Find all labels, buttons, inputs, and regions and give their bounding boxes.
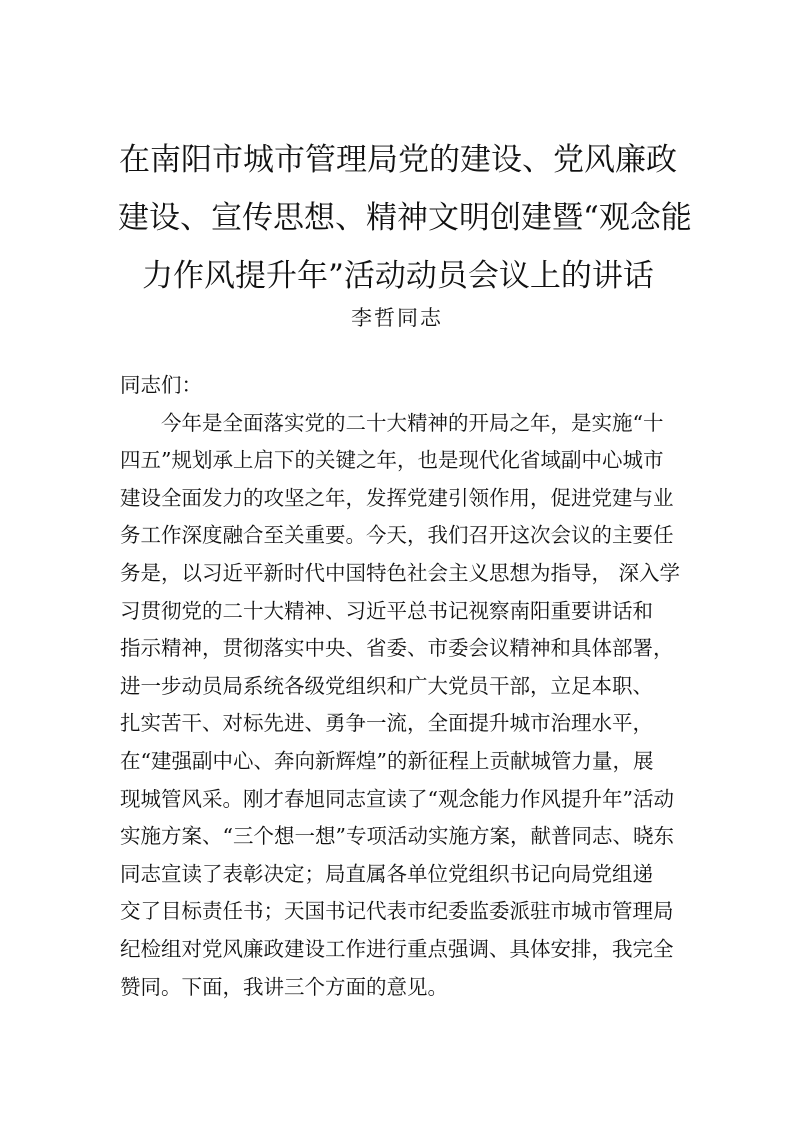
paragraph-line: 扎实苦干、对标先进、勇争一流，全面提升城市治理水平， [120,711,653,736]
paragraph-line: 务工作深度融合至关重要。今天，我们召开这次会议的主要任 [120,523,674,548]
paragraph-line: 在“建强副中心、奔向新辉煌”的新征程上贡献城管力量，展 [120,748,654,773]
paragraph-line: 四五”规划承上启下的关键之年，也是现代化省域副中心城市 [120,448,664,473]
document-title [118,131,692,305]
paragraph-line: 今年是全面落实党的二十大精神的开局之年，是实施“十 [161,410,664,435]
title-line-3: 力作风提升年”活动动员会议上的讲话 [142,258,654,294]
paragraph-line: 习贯彻党的二十大精神、习近平总书记视察南阳重要讲话和 [120,598,653,623]
paragraph-line: 同志宣读了表彰决定；局直属各单位党组织书记向局党组递 [120,861,653,886]
paragraph-line: 指示精神，贯彻落实中央、省委、市委会议精神和具体部署， [120,636,674,661]
paragraph-line: 进一步动员局系统各级党组织和广大党员干部，立足本职、 [120,673,653,698]
paragraph-line: 现城管风采。刚才春旭同志宣读了“观念能力作风提升年”活动 [120,786,674,811]
paragraph-line: 建设全面发力的攻坚之年，发挥党建引领作用，促进党建与业 [120,485,674,510]
paragraph-line: 赞同。下面，我讲三个方面的意见。 [120,974,448,999]
paragraph-line: 务是，以习近平新时代中国特色社会主义思想为指导， 深入学 [120,560,681,585]
salutation: 同志们： [120,373,202,397]
title-line-2: 建设、宣传思想、精神文明创建暨“观念能 [118,200,692,236]
paragraph-line: 交了目标责任书；天国书记代表市纪委监委派驻市城市管理局 [120,899,674,924]
paragraph-line: 实施方案、“三个想一想”专项活动实施方案，献普同志、晓东 [120,824,674,849]
speech-body [120,367,688,1006]
paragraph-line: 纪检组对党风廉政建设工作进行重点强调、具体安排，我完全 [120,936,674,961]
title-line-1: 在南阳市城市管理局党的建设、党风廉政 [119,142,677,178]
author-name: 李哲同志 [351,306,443,330]
